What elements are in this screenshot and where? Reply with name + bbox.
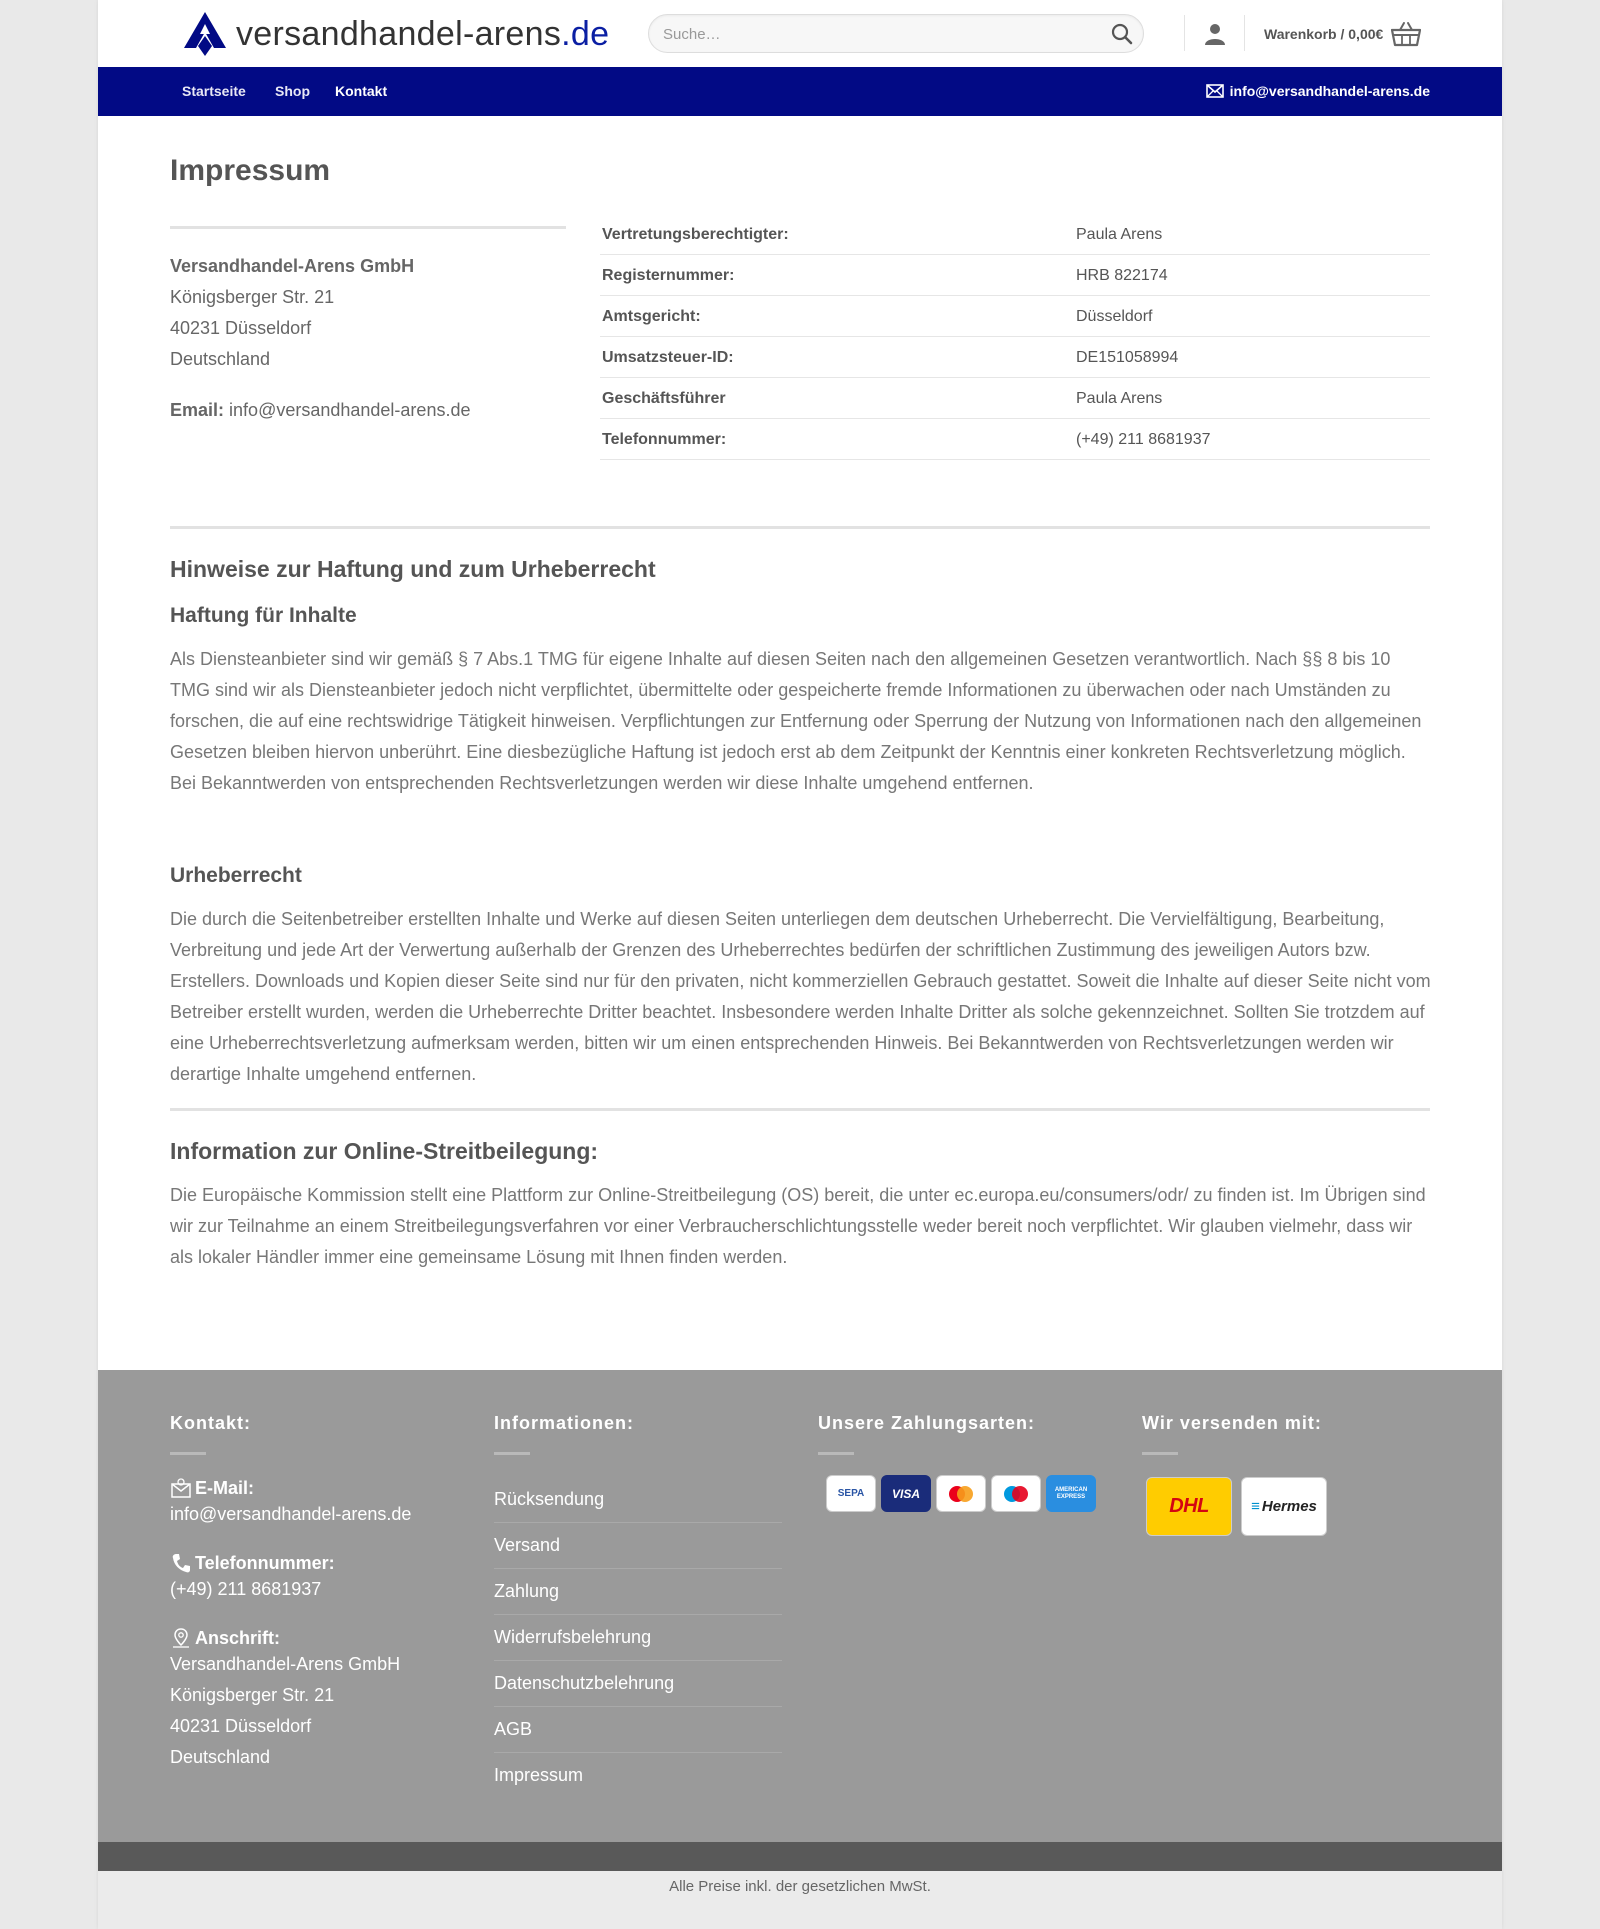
sepa-logo: SEPA <box>826 1475 876 1512</box>
section-divider <box>170 526 1430 529</box>
dhl-logo: DHL <box>1146 1477 1232 1536</box>
divider <box>494 1452 530 1455</box>
footer-link-zahlung[interactable]: Zahlung <box>494 1569 782 1615</box>
location-pin-icon <box>170 1627 192 1649</box>
table-row <box>600 214 1430 255</box>
section-divider <box>170 1108 1430 1111</box>
cart-button[interactable] <box>1264 20 1421 48</box>
footer-link-impressum[interactable]: Impressum <box>494 1765 584 1785</box>
country: Deutschland <box>170 349 271 369</box>
footer-email[interactable]: info@versandhandel-arens.de <box>170 1504 412 1524</box>
details-table <box>600 214 1430 460</box>
mail-icon <box>170 1477 192 1499</box>
phone-icon <box>170 1552 192 1574</box>
amex-logo: AMERICAN EXPRESS <box>1046 1475 1096 1512</box>
header-divider <box>1184 15 1185 51</box>
logo-icon <box>182 10 228 58</box>
company-name: Versandhandel-Arens GmbH <box>170 256 415 276</box>
nav-item-startseite[interactable]: Startseite <box>182 83 246 99</box>
footer <box>98 1370 1502 1842</box>
header <box>98 0 1502 67</box>
logo[interactable] <box>182 10 609 58</box>
header-divider <box>1244 15 1245 51</box>
footer-address-line: 40231 Düsseldorf <box>170 1716 312 1736</box>
footer-payments <box>818 1413 1101 1512</box>
detail-value: Paula Arens <box>1076 226 1163 243</box>
detail-key: Vertretungsberechtigter: <box>602 226 789 243</box>
divider <box>1142 1452 1178 1455</box>
detail-value: DE151058994 <box>1076 349 1179 366</box>
footer-address-line: Versandhandel-Arens GmbH <box>170 1654 401 1674</box>
detail-value: HRB 822174 <box>1076 267 1168 284</box>
basket-icon <box>1391 21 1421 47</box>
email-line <box>170 400 566 421</box>
footer-address-line: Deutschland <box>170 1747 271 1767</box>
email-label: Email: <box>170 400 225 420</box>
footer-link-datenschutz[interactable]: Datenschutzbelehrung <box>494 1661 782 1707</box>
footer-heading: Kontakt: <box>170 1413 251 1433</box>
detail-key: Umsatzsteuer-ID: <box>602 349 734 366</box>
table-row <box>600 337 1430 378</box>
liability-heading: Hinweise zur Haftung und zum Urheberrecht <box>170 556 656 582</box>
footer-phone[interactable]: (+49) 211 8681937 <box>170 1579 322 1599</box>
footer-copyright: Alle Preise inkl. der gesetzlichen MwSt. <box>98 1871 1502 1929</box>
nav-item-shop[interactable]: Shop <box>275 83 310 99</box>
logo-text: versandhandel-arens.de <box>236 15 610 53</box>
table-row <box>600 378 1430 419</box>
footer-link-widerruf[interactable]: Widerrufsbelehrung <box>494 1615 782 1661</box>
main-nav <box>98 67 1502 116</box>
detail-key: Registernummer: <box>602 267 735 284</box>
visa-logo: VISA <box>881 1475 931 1512</box>
footer-heading: Unsere Zahlungsarten: <box>818 1413 1036 1433</box>
search-icon[interactable] <box>1111 23 1133 45</box>
address-label: Anschrift: <box>170 1627 460 1649</box>
maestro-logo <box>991 1475 1041 1512</box>
footer-heading: Wir versenden mit: <box>1142 1413 1322 1433</box>
footer-address-line: Königsberger Str. 21 <box>170 1685 335 1705</box>
footer-information <box>494 1413 782 1799</box>
detail-key: Amtsgericht: <box>602 308 701 325</box>
content-liability-heading: Haftung für Inhalte <box>170 604 357 627</box>
detail-key: Telefonnummer: <box>602 431 727 448</box>
content-liability-text: Als Diensteanbieter sind wir gemäß § 7 Abs.1 TMG für eigene Inhalte auf diesen Seiten nach den allgemeinen Gesetzen verantwortlich. Nach §§ 8 bis 10 TMG sind wir als Diensteanbieter jedoch nicht verpflichtet, übermittelte oder gespeicherte fremde Informationen zu überwachen oder nach Umständen zu forschen, die auf eine rechtswidrige Tätigkeit hinweisen. Verpflichtungen zur Entfernung oder Sperrung der Nutzung von Informationen nach den allgemeinen Gesetzen bleiben hiervon unberührt. Eine diesbezügliche Haftung ist jedoch erst ab dem Zeitpunkt der Kenntnis einer konkreten Rechtsverletzung möglich. Bei Bekanntwerden von entsprechenden Rechtsverletzungen werden wir diese Inhalte umgehend entfernen. <box>170 649 1422 793</box>
copyright-heading: Urheberrecht <box>170 864 302 887</box>
detail-value: Paula Arens <box>1076 390 1163 407</box>
page <box>98 0 1502 1929</box>
copyright-text: Die durch die Seitenbetreiber erstellten Inhalte und Werke auf diesen Seiten unterliegen dem deutschen Urheberrecht. Die Vervielfältigung, Bearbeitung, Verbreitung und jede Art der Verwertung außerhalb der Grenzen des Urheberrechtes bedürfen der schriftlichen Zustimmung des jeweiligen Autors bzw. Erstellers. Downloads und Kopien dieser Seite sind nur für den privaten, nicht kommerziellen Gebrauch gestattet. Soweit die Inhalte auf dieser Seite nicht vom Betreiber erstellt wurden, werden die Urheberrechte Dritter beachtet. Insbesondere werden Inhalte Dritter als solche gekennzeichnet. Sollten Sie trotzdem auf eine Urheberrechtsverletzung aufmerksam werden, bitten wir um einen entsprechenden Hinweis. Bei Bekanntwerden von Rechtsverletzungen werden wir derartige Inhalte umgehend entfernen. <box>170 909 1431 1084</box>
address-block <box>170 226 566 421</box>
footer-bottom-bar <box>98 1842 1502 1871</box>
dispute-heading: Information zur Online-Streitbeilegung: <box>170 1138 599 1164</box>
mastercard-logo <box>936 1475 986 1512</box>
footer-link-agb[interactable]: AGB <box>494 1707 782 1753</box>
table-row <box>600 296 1430 337</box>
nav-email-link[interactable] <box>1206 83 1430 99</box>
footer-shipping <box>1142 1413 1336 1536</box>
hermes-logo: ≡ Hermes <box>1241 1477 1327 1536</box>
table-row <box>600 255 1430 296</box>
search-box <box>648 14 1144 53</box>
detail-value: Düsseldorf <box>1076 308 1153 325</box>
street: Königsberger Str. 21 <box>170 287 335 307</box>
cart-label: Warenkorb / 0,00€ <box>1264 26 1384 42</box>
nav-email-text: info@versandhandel-arens.de <box>1229 83 1430 99</box>
footer-link-versand[interactable]: Versand <box>494 1523 782 1569</box>
dispute-text: Die Europäische Kommission stellt eine Plattform zur Online-Streitbeilegung (OS) bereit, die unter ec.europa.eu/consumers/odr/ zu finden ist. Im Übrigen sind wir zur Teilnahme an einem Streitbeilegungsverfahren vor einer Verbraucherschlichtungsstelle weder bereit noch verpflichtet. Wir glauben vielmehr, dass wir als lokaler Händler immer eine gemeinsame Lösung mit Ihnen finden werden. <box>170 1185 1426 1267</box>
envelope-icon <box>1206 84 1224 98</box>
table-row <box>600 419 1430 460</box>
divider <box>170 1452 206 1455</box>
nav-item-kontakt[interactable]: Kontakt <box>335 83 388 99</box>
detail-value: (+49) 211 8681937 <box>1076 431 1211 448</box>
phone-label: Telefonnummer: <box>170 1552 460 1574</box>
footer-contact <box>170 1413 460 1773</box>
page-title: Impressum <box>170 154 331 187</box>
email-value[interactable]: info@versandhandel-arens.de <box>229 400 471 420</box>
divider <box>818 1452 854 1455</box>
user-icon[interactable] <box>1203 22 1227 46</box>
detail-key: Geschäftsführer <box>602 390 726 407</box>
footer-heading: Informationen: <box>494 1413 634 1433</box>
city: 40231 Düsseldorf <box>170 318 312 338</box>
email-label: E-Mail: <box>170 1477 460 1499</box>
footer-link-ruecksendung[interactable]: Rücksendung <box>494 1477 782 1523</box>
search-input[interactable] <box>663 23 1083 45</box>
divider <box>170 226 566 229</box>
